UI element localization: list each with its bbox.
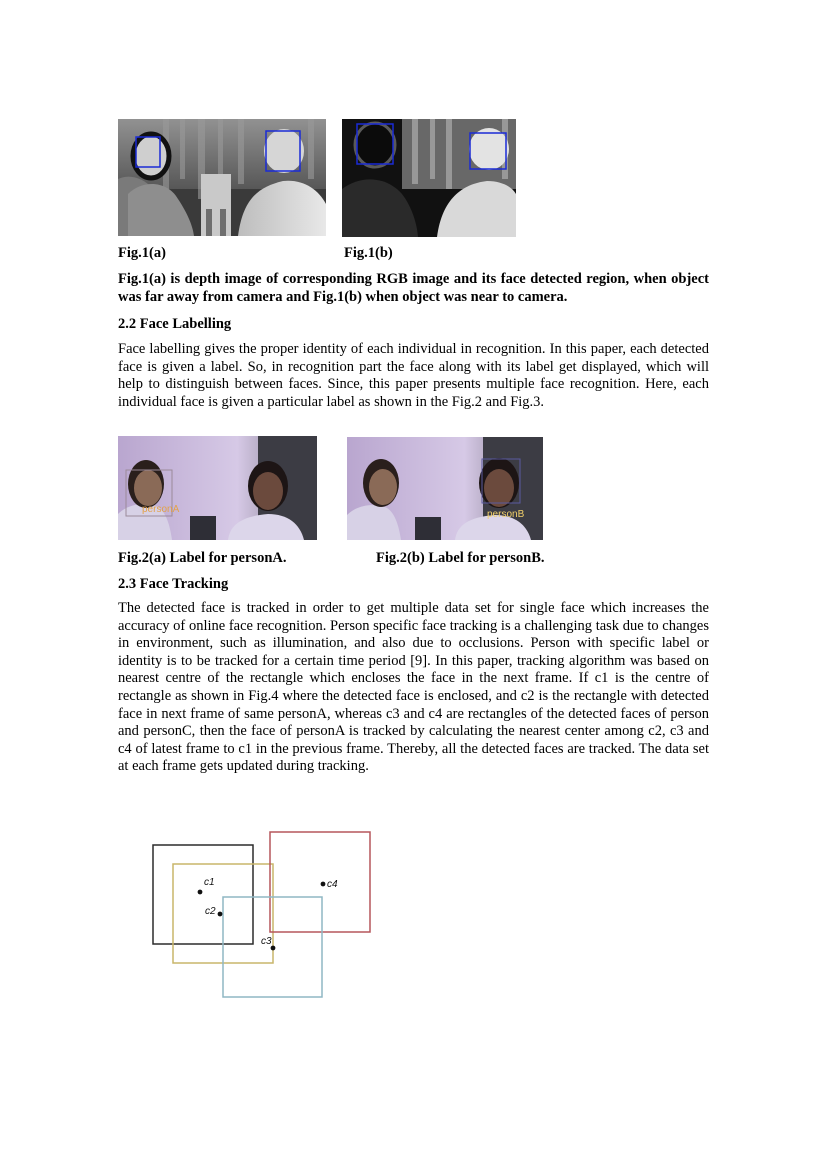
fig1a-depth-image (118, 119, 326, 236)
section-2-3-paragraph: The detected face is tracked in order to get multiple data set for single face which increases the accuracy of online face recognition. Person specific face tracking is a challenging task due to changes in environment, such as illumination, and also due to occlusions. Person with specific label or identity is to be tracked for a certain time period [9]. In this paper, tracking algorithm was based on nearest centre of the rectangle which encloses the face in the next frame. If c1 is the centre of rectangle as shown in Fig.4 where the detected face is enclosed, and c2 is the rectangle with detected face in next frame of same personA, whereas c3 and c4 are rectangles of the detected faces of person and personC, then the face of personA is tracked by calculating the nearest center among c2, c3 and c4 of latest frame to c1 in the previous frame. Thereby, all the detected faces are tracked. The data set at each frame gets updated during tracking. (118, 600, 709, 775)
point-c4 (321, 882, 326, 887)
rect-c4 (270, 832, 370, 932)
section-2-2-heading: 2.2 Face Labelling (118, 316, 232, 332)
fig2b-caption: Fig.2(b) Label for personB. (376, 550, 545, 566)
point-c2 (218, 912, 223, 917)
point-c1 (198, 890, 203, 895)
label-c4: c4 (327, 879, 338, 890)
fig2b-label: personB (487, 509, 525, 520)
fig2a-photo (118, 436, 317, 540)
fig1b-depth-image (342, 119, 516, 237)
section-2-2-paragraph: Face labelling gives the proper identity of each individual in recognition. In this paper, each detected face is given a label. So, in recognition part the face along with its label get displayed, which will help to distinguish between faces. Since, this paper presents multiple face recognition. Here, each individual face is given a particular label as shown in the Fig.2 and Fig.3. (118, 341, 709, 410)
fig1b-caption: Fig.1(b) (344, 245, 393, 261)
fig2b-photo (347, 437, 543, 540)
fig1-description: Fig.1(a) is depth image of corresponding RGB image and its face detected region, when object was far away from camera and Fig.1(b) when object was near to camera. (118, 271, 709, 305)
label-c2: c2 (205, 906, 216, 917)
fig2a-label: personA (142, 504, 180, 515)
rect-c1 (153, 845, 253, 944)
fig4-tracking-diagram (145, 825, 385, 1005)
label-c1: c1 (204, 877, 215, 888)
fig2a-caption: Fig.2(a) Label for personA. (118, 550, 287, 566)
section-2-3-heading: 2.3 Face Tracking (118, 576, 229, 592)
label-c3: c3 (261, 936, 272, 947)
fig1a-caption: Fig.1(a) (118, 245, 166, 261)
